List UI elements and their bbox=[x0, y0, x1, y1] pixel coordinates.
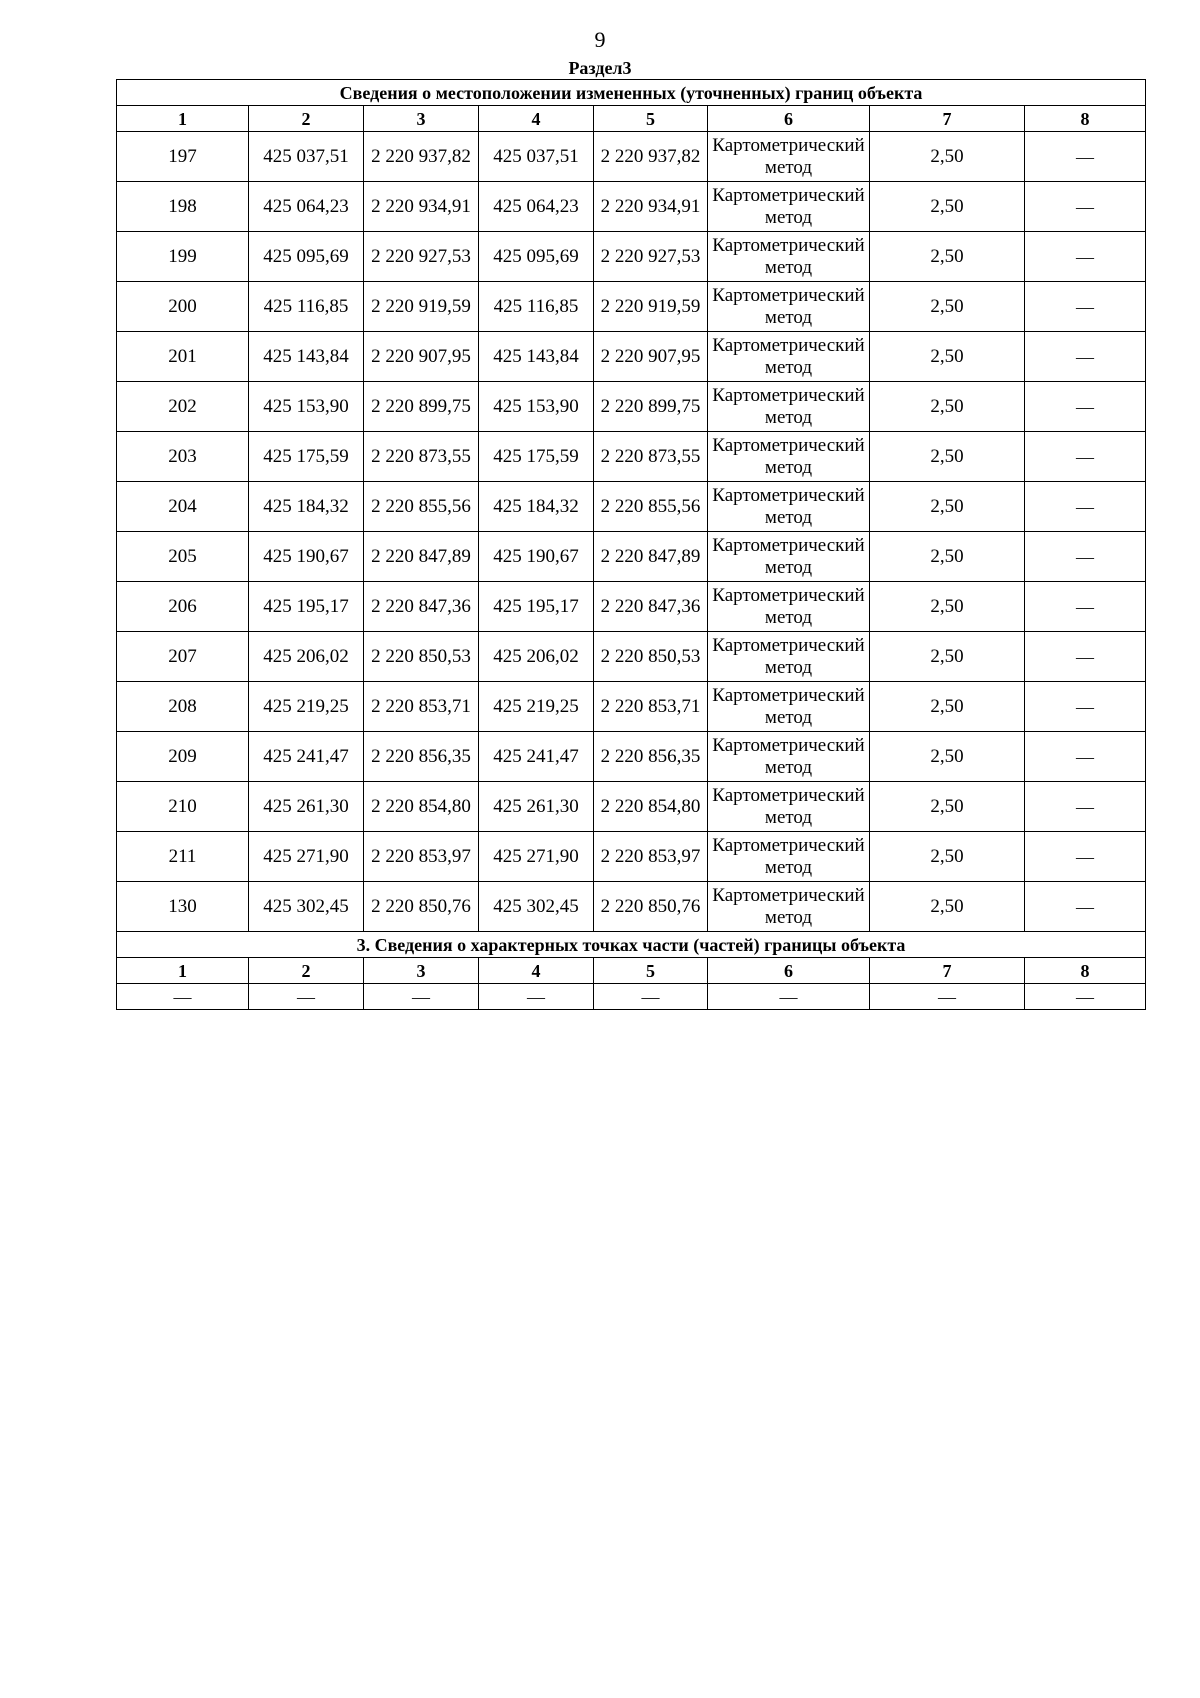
x-old-cell: 425 206,02 bbox=[249, 632, 364, 682]
header-row bbox=[117, 106, 1146, 132]
point-number-cell: 202 bbox=[117, 382, 249, 432]
x-old-cell: 425 271,90 bbox=[249, 832, 364, 882]
description-cell: — bbox=[1025, 482, 1146, 532]
column-header-6: 6 bbox=[708, 958, 870, 984]
x-new-cell: 425 153,90 bbox=[479, 382, 594, 432]
description-cell: — bbox=[1025, 182, 1146, 232]
table-row bbox=[117, 382, 1146, 432]
description-cell: — bbox=[1025, 882, 1146, 932]
y-new-cell: 2 220 853,71 bbox=[594, 682, 708, 732]
precision-cell: 2,50 bbox=[870, 732, 1025, 782]
point-number-cell: 206 bbox=[117, 582, 249, 632]
x-new-cell: 425 190,67 bbox=[479, 532, 594, 582]
section-label: Раздел3 bbox=[568, 58, 632, 78]
description-cell: — bbox=[1025, 382, 1146, 432]
x-old-cell: 425 302,45 bbox=[249, 882, 364, 932]
y-old-cell: 2 220 850,76 bbox=[364, 882, 479, 932]
description-cell: — bbox=[1025, 532, 1146, 582]
precision-cell: 2,50 bbox=[870, 182, 1025, 232]
y-new-cell: — bbox=[594, 984, 708, 1010]
description-cell: — bbox=[1025, 682, 1146, 732]
point-number-cell: 211 bbox=[117, 832, 249, 882]
y-new-cell: 2 220 934,91 bbox=[594, 182, 708, 232]
parts-table-row bbox=[117, 984, 1146, 1010]
method-cell: Картометрический метод bbox=[708, 532, 870, 582]
y-new-cell: 2 220 899,75 bbox=[594, 382, 708, 432]
y-old-cell: 2 220 856,35 bbox=[364, 732, 479, 782]
x-new-cell: 425 271,90 bbox=[479, 832, 594, 882]
table-row bbox=[117, 432, 1146, 482]
y-new-cell: 2 220 847,89 bbox=[594, 532, 708, 582]
column-header-1: 1 bbox=[117, 958, 249, 984]
method-cell: Картометрический метод bbox=[708, 382, 870, 432]
parts-header-row bbox=[117, 958, 1146, 984]
point-number-cell: 205 bbox=[117, 532, 249, 582]
y-old-cell: 2 220 847,89 bbox=[364, 532, 479, 582]
point-number-cell: 210 bbox=[117, 782, 249, 832]
y-old-cell: 2 220 853,97 bbox=[364, 832, 479, 882]
y-new-cell: 2 220 855,56 bbox=[594, 482, 708, 532]
table-row bbox=[117, 582, 1146, 632]
y-old-cell: 2 220 919,59 bbox=[364, 282, 479, 332]
column-header-3: 3 bbox=[364, 106, 479, 132]
y-new-cell: 2 220 850,53 bbox=[594, 632, 708, 682]
table-row bbox=[117, 332, 1146, 382]
y-old-cell: 2 220 873,55 bbox=[364, 432, 479, 482]
point-number-cell: — bbox=[117, 984, 249, 1010]
precision-cell: 2,50 bbox=[870, 132, 1025, 182]
point-number-cell: 207 bbox=[117, 632, 249, 682]
y-new-cell: 2 220 873,55 bbox=[594, 432, 708, 482]
table-row bbox=[117, 882, 1146, 932]
x-old-cell: 425 261,30 bbox=[249, 782, 364, 832]
table-row bbox=[117, 182, 1146, 232]
x-old-cell: 425 153,90 bbox=[249, 382, 364, 432]
y-new-cell: 2 220 937,82 bbox=[594, 132, 708, 182]
precision-cell: 2,50 bbox=[870, 532, 1025, 582]
y-new-cell: 2 220 856,35 bbox=[594, 732, 708, 782]
column-header-1: 1 bbox=[117, 106, 249, 132]
description-cell: — bbox=[1025, 832, 1146, 882]
x-old-cell: 425 241,47 bbox=[249, 732, 364, 782]
y-old-cell: 2 220 847,36 bbox=[364, 582, 479, 632]
x-old-cell: 425 116,85 bbox=[249, 282, 364, 332]
precision-cell: 2,50 bbox=[870, 382, 1025, 432]
table-row bbox=[117, 682, 1146, 732]
method-cell: Картометрический метод bbox=[708, 632, 870, 682]
precision-cell: 2,50 bbox=[870, 282, 1025, 332]
precision-cell: 2,50 bbox=[870, 432, 1025, 482]
description-cell: — bbox=[1025, 432, 1146, 482]
column-header-7: 7 bbox=[870, 106, 1025, 132]
method-cell: Картометрический метод bbox=[708, 132, 870, 182]
method-cell: Картометрический метод bbox=[708, 282, 870, 332]
point-number-cell: 200 bbox=[117, 282, 249, 332]
table-row bbox=[117, 782, 1146, 832]
y-new-cell: 2 220 907,95 bbox=[594, 332, 708, 382]
y-new-cell: 2 220 853,97 bbox=[594, 832, 708, 882]
method-cell: Картометрический метод bbox=[708, 582, 870, 632]
table-row bbox=[117, 532, 1146, 582]
description-cell: — bbox=[1025, 332, 1146, 382]
method-cell: Картометрический метод bbox=[708, 332, 870, 382]
description-cell: — bbox=[1025, 282, 1146, 332]
point-number-cell: 198 bbox=[117, 182, 249, 232]
x-new-cell: 425 037,51 bbox=[479, 132, 594, 182]
x-new-cell: 425 261,30 bbox=[479, 782, 594, 832]
x-old-cell: 425 190,67 bbox=[249, 532, 364, 582]
column-header-8: 8 bbox=[1025, 958, 1146, 984]
method-cell: Картометрический метод bbox=[708, 732, 870, 782]
method-cell: Картометрический метод bbox=[708, 832, 870, 882]
y-old-cell: — bbox=[364, 984, 479, 1010]
y-new-cell: 2 220 854,80 bbox=[594, 782, 708, 832]
y-new-cell: 2 220 927,53 bbox=[594, 232, 708, 282]
table-title-text: Сведения о местоположении измененных (уточненных) границ объекта bbox=[117, 80, 1146, 106]
precision-cell: 2,50 bbox=[870, 782, 1025, 832]
point-number-cell: 197 bbox=[117, 132, 249, 182]
x-new-cell: 425 095,69 bbox=[479, 232, 594, 282]
page-number: 9 bbox=[594, 27, 606, 52]
method-cell: Картометрический метод bbox=[708, 482, 870, 532]
table-body bbox=[117, 80, 1146, 1010]
y-old-cell: 2 220 937,82 bbox=[364, 132, 479, 182]
precision-cell: 2,50 bbox=[870, 482, 1025, 532]
description-cell: — bbox=[1025, 984, 1146, 1010]
precision-cell: 2,50 bbox=[870, 332, 1025, 382]
y-old-cell: 2 220 934,91 bbox=[364, 182, 479, 232]
table-row bbox=[117, 282, 1146, 332]
column-header-5: 5 bbox=[594, 106, 708, 132]
column-header-8: 8 bbox=[1025, 106, 1146, 132]
method-cell: Картометрический метод bbox=[708, 432, 870, 482]
precision-cell: 2,50 bbox=[870, 632, 1025, 682]
x-old-cell: 425 219,25 bbox=[249, 682, 364, 732]
table-row bbox=[117, 482, 1146, 532]
description-cell: — bbox=[1025, 132, 1146, 182]
y-old-cell: 2 220 855,56 bbox=[364, 482, 479, 532]
point-number-cell: 130 bbox=[117, 882, 249, 932]
column-header-4: 4 bbox=[479, 958, 594, 984]
description-cell: — bbox=[1025, 232, 1146, 282]
method-cell: Картометрический метод bbox=[708, 782, 870, 832]
precision-cell: 2,50 bbox=[870, 682, 1025, 732]
x-old-cell: 425 095,69 bbox=[249, 232, 364, 282]
point-number-cell: 204 bbox=[117, 482, 249, 532]
column-header-7: 7 bbox=[870, 958, 1025, 984]
x-new-cell: 425 143,84 bbox=[479, 332, 594, 382]
precision-cell: 2,50 bbox=[870, 232, 1025, 282]
table-title bbox=[117, 80, 1146, 106]
table-row bbox=[117, 232, 1146, 282]
x-new-cell: 425 064,23 bbox=[479, 182, 594, 232]
x-new-cell: 425 241,47 bbox=[479, 732, 594, 782]
y-old-cell: 2 220 853,71 bbox=[364, 682, 479, 732]
parts-table-title-text: 3. Сведения о характерных точках части (частей) границы объекта bbox=[117, 932, 1146, 958]
table-row bbox=[117, 632, 1146, 682]
point-number-cell: 208 bbox=[117, 682, 249, 732]
x-new-cell: 425 195,17 bbox=[479, 582, 594, 632]
column-header-3: 3 bbox=[364, 958, 479, 984]
method-cell: Картометрический метод bbox=[708, 882, 870, 932]
y-new-cell: 2 220 919,59 bbox=[594, 282, 708, 332]
description-cell: — bbox=[1025, 782, 1146, 832]
y-new-cell: 2 220 850,76 bbox=[594, 882, 708, 932]
point-number-cell: 203 bbox=[117, 432, 249, 482]
x-old-cell: — bbox=[249, 984, 364, 1010]
x-old-cell: 425 195,17 bbox=[249, 582, 364, 632]
table-row bbox=[117, 132, 1146, 182]
table-row bbox=[117, 832, 1146, 882]
x-new-cell: 425 175,59 bbox=[479, 432, 594, 482]
y-old-cell: 2 220 899,75 bbox=[364, 382, 479, 432]
parts-table-title bbox=[117, 932, 1146, 958]
point-number-cell: 199 bbox=[117, 232, 249, 282]
point-number-cell: 209 bbox=[117, 732, 249, 782]
precision-cell: — bbox=[870, 984, 1025, 1010]
x-new-cell: 425 184,32 bbox=[479, 482, 594, 532]
x-old-cell: 425 143,84 bbox=[249, 332, 364, 382]
precision-cell: 2,50 bbox=[870, 582, 1025, 632]
column-header-4: 4 bbox=[479, 106, 594, 132]
method-cell: Картометрический метод bbox=[708, 682, 870, 732]
y-new-cell: 2 220 847,36 bbox=[594, 582, 708, 632]
precision-cell: 2,50 bbox=[870, 882, 1025, 932]
column-header-2: 2 bbox=[249, 106, 364, 132]
column-header-6: 6 bbox=[708, 106, 870, 132]
y-old-cell: 2 220 907,95 bbox=[364, 332, 479, 382]
y-old-cell: 2 220 850,53 bbox=[364, 632, 479, 682]
x-old-cell: 425 175,59 bbox=[249, 432, 364, 482]
method-cell: Картометрический метод bbox=[708, 182, 870, 232]
y-old-cell: 2 220 854,80 bbox=[364, 782, 479, 832]
column-header-5: 5 bbox=[594, 958, 708, 984]
method-cell: Картометрический метод bbox=[708, 232, 870, 282]
x-old-cell: 425 064,23 bbox=[249, 182, 364, 232]
method-cell: — bbox=[708, 984, 870, 1010]
boundary-coordinates-table bbox=[116, 79, 1146, 1010]
table-row bbox=[117, 732, 1146, 782]
x-new-cell: 425 116,85 bbox=[479, 282, 594, 332]
x-old-cell: 425 037,51 bbox=[249, 132, 364, 182]
description-cell: — bbox=[1025, 632, 1146, 682]
y-old-cell: 2 220 927,53 bbox=[364, 232, 479, 282]
x-new-cell: — bbox=[479, 984, 594, 1010]
precision-cell: 2,50 bbox=[870, 832, 1025, 882]
x-new-cell: 425 302,45 bbox=[479, 882, 594, 932]
x-new-cell: 425 219,25 bbox=[479, 682, 594, 732]
description-cell: — bbox=[1025, 582, 1146, 632]
x-new-cell: 425 206,02 bbox=[479, 632, 594, 682]
description-cell: — bbox=[1025, 732, 1146, 782]
point-number-cell: 201 bbox=[117, 332, 249, 382]
column-header-2: 2 bbox=[249, 958, 364, 984]
x-old-cell: 425 184,32 bbox=[249, 482, 364, 532]
